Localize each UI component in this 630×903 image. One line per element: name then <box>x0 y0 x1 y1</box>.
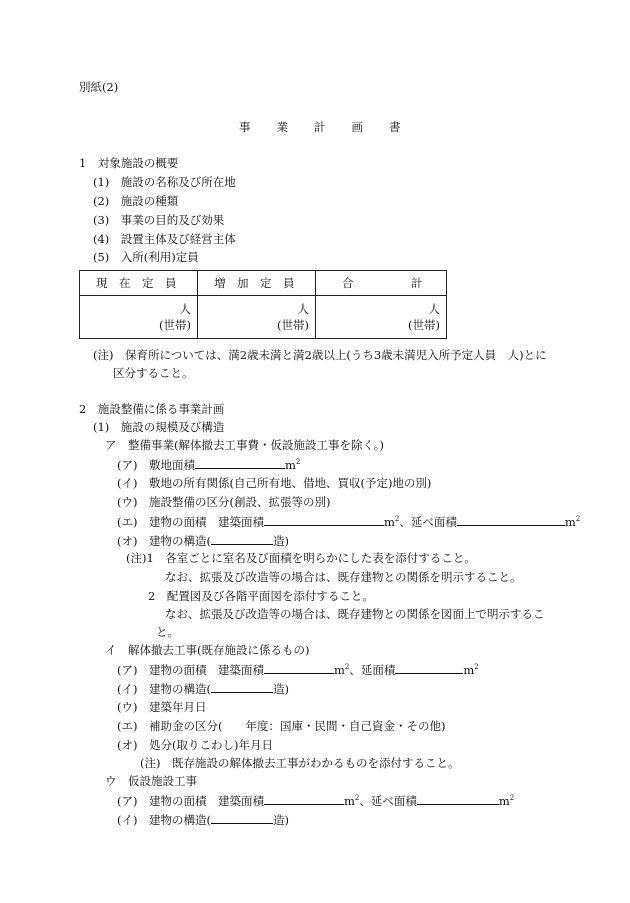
section-2-heading: 2 施設整備に係る事業計画 <box>79 402 225 416</box>
subsection-a-heading: ア 整備事業(解体撤去工事費・仮設施設工事を除く。) <box>105 438 384 452</box>
blank-line <box>195 457 285 469</box>
blank-line <box>417 793 499 805</box>
note-nursery-cont: 区分すること。 <box>113 366 194 380</box>
section-2-sub1: (1) 施設の規模及び構造 <box>93 420 225 434</box>
blank-line <box>211 681 273 693</box>
b-building-area: (ア) 建物の面積 建築面積 $m^2$、延面積 $m^2$ <box>117 663 479 677</box>
header-current-capacity: 現 在 定 員 <box>80 271 198 296</box>
a-note-2: 2 配置図及び各階平面図を添付すること。 <box>148 589 374 603</box>
cell-added-capacity: 人 (世帯) <box>198 296 316 339</box>
blank-line <box>457 514 565 526</box>
subsection-c-heading: ウ 仮設施設工事 <box>105 774 197 788</box>
section-1-item: (4) 設置主体及び経営主体 <box>93 232 236 246</box>
a-construction-type: (ウ) 施設整備の区分(創設、拡張等の別) <box>117 495 331 509</box>
blank-line <box>211 812 273 824</box>
a-note-1: (注)1 各室ごとに室名及び面積を明らかにした表を添付すること。 <box>126 551 476 565</box>
a-site-area: (ア) 敷地面積 $m^2$ <box>117 458 301 472</box>
note-nursery: (注) 保育所については、満2歳未満と満2歳以上(うち3歳未満児入所予定人員 人)とに <box>93 348 547 362</box>
c-building-area: (ア) 建物の面積 建築面積 $m^2$、延べ面積 $m^2$ <box>117 794 515 808</box>
b-building-structure: (イ) 建物の構造( 造) <box>117 682 289 696</box>
cell-current-capacity: 人 (世帯) <box>80 296 198 339</box>
section-1-item: (2) 施設の種類 <box>93 194 179 208</box>
a-site-ownership: (イ) 敷地の所有関係(自己所有地、借地、買収(予定)地の別) <box>117 476 432 490</box>
b-subsidy-type: (エ) 補助金の区分( 年度：国庫・民間・自己資金・その他) <box>117 719 446 733</box>
a-note-2-cont: なお、拡張及び改造等の場合は、既存建物との関係を図面上で明示するこ <box>165 607 545 621</box>
section-1-item: (5) 入所(利用)定員 <box>93 250 199 264</box>
blank-line <box>264 514 384 526</box>
attachment-label: 別紙(2) <box>79 80 119 94</box>
header-total: 合 計 <box>316 271 447 296</box>
blank-line <box>264 793 344 805</box>
blank-line <box>395 662 463 674</box>
b-disposal-date: (オ) 処分(取りこわし)年月日 <box>117 738 273 752</box>
blank-line <box>211 533 273 545</box>
b-build-date: (ウ) 建築年月日 <box>117 700 207 714</box>
capacity-table <box>79 270 447 339</box>
table-row <box>80 296 447 339</box>
b-note: (注) 既存施設の解体撤去工事がわかるものを添付すること。 <box>140 756 460 770</box>
header-added-capacity: 増 加 定 員 <box>198 271 316 296</box>
a-note-2-cont2: と。 <box>156 625 179 639</box>
table-header-row <box>80 271 447 296</box>
blank-line <box>264 662 334 674</box>
subsection-b-heading: イ 解体撤去工事(既存施設に係るもの) <box>105 643 310 657</box>
cell-total: 人 (世帯) <box>316 296 447 339</box>
a-note-1-cont: なお、拡張及び改造等の場合は、既存建物との関係を明示すること。 <box>165 570 522 584</box>
document-title: 事 業 計 画 書 <box>239 120 402 134</box>
c-building-structure: (イ) 建物の構造( 造) <box>117 813 289 827</box>
section-1-heading: 1 対象施設の概要 <box>79 156 179 170</box>
a-building-area: (エ) 建物の面積 建築面積 $m^2$、延べ面積 $m^2$ <box>117 515 581 529</box>
a-building-structure: (オ) 建物の構造( 造) <box>117 534 289 548</box>
section-1-item: (3) 事業の目的及び効果 <box>93 213 225 227</box>
section-1-item: (1) 施設の名称及び所在地 <box>93 175 236 189</box>
